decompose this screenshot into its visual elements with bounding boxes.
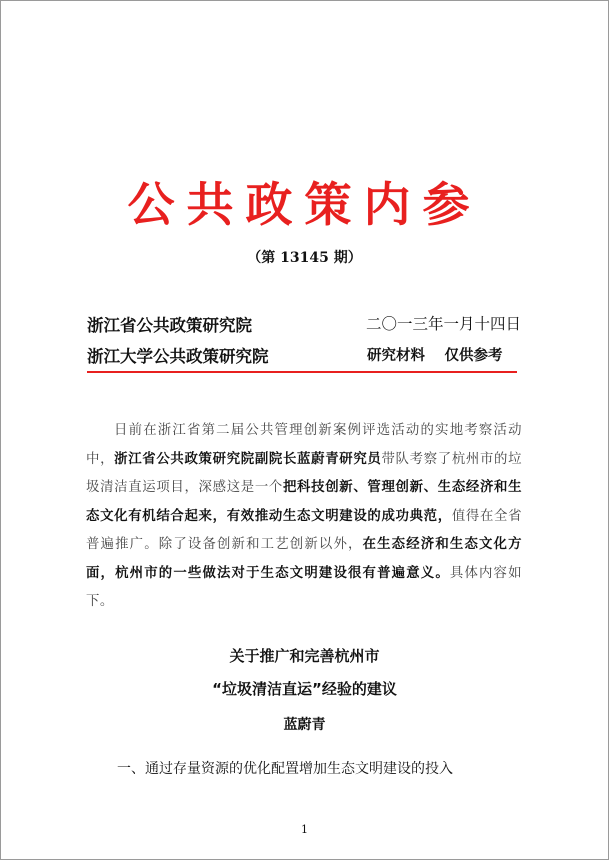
intro-bold-1: 浙江省公共政策研究院副院长蓝蔚青研究员 [114,451,382,467]
intro-text-4: 具体内容如下。 [86,565,523,609]
page-number: 1 [301,823,308,836]
reference-note: 研究材料 仅供参考 [367,348,503,364]
intro-paragraph [86,417,522,617]
article-title-line-1: 关于推广和完善杭州市 [229,647,380,665]
intro-text-3: 值得在全省普遍推广。除了设备创新和工艺创新以外， [86,508,522,552]
article-author: 蓝蔚青 [283,717,326,733]
intro-text-1: 日前在浙江省第二届公共管理创新案例评选活动的实地考察活动中， [86,423,522,467]
org-name-2: 浙江大学公共政策研究院 [87,347,269,366]
section-heading-1: 一、通过存量资源的优化配置增加生态文明建设的投入 [117,761,453,777]
article-title-line-2: “垃圾清洁直运”经验的建议 [212,680,397,698]
header-divider [87,371,517,373]
intro-bold-3: 在生态经济和生态文化方面，杭州市的一些做法对于生态文明建设很有普遍意义。 [86,537,523,581]
org-name-1: 浙江省公共政策研究院 [87,316,252,335]
issue-number: （第 13145 期） [247,250,362,266]
intro-text-2: 带队考察了杭州市的垃圾清洁直运项目，深感这是一个 [86,451,523,495]
issue-date: 二〇一三年一月十四日 [366,315,522,333]
intro-bold-2: 把科技创新、管理创新、生态经济和生态文化有机结合起来，有效推动生态文明建设的成功典范， [86,480,522,524]
document-title: 公共政策内参 [127,178,482,233]
